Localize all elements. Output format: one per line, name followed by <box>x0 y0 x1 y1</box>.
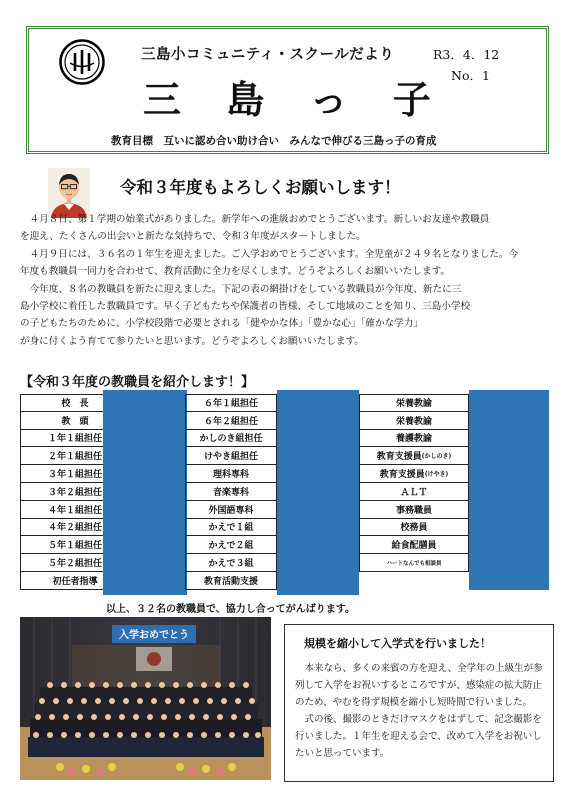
staff-role: 初任者指導 <box>20 572 130 590</box>
staff-name-block <box>277 390 359 595</box>
staff-role: ４年２組担任 <box>20 519 130 537</box>
staff-role-note: (かしのき) <box>421 453 452 461</box>
staff-role-note: (けやき) <box>424 471 449 479</box>
greeting-headline: 令和３年度もよろしくお願いします！ <box>120 178 401 197</box>
greeting-line: を迎え、たくさんの出会いと新たな気持ちで、令和３年度がスタートしました。 <box>20 231 366 243</box>
staff-column-3 <box>359 394 469 572</box>
staff-role: １年１組担任 <box>20 430 130 448</box>
ceremony-photo <box>20 617 271 780</box>
staff-role: 音楽専科 <box>185 483 277 501</box>
greeting-line: ４月８日、第１学期の始業式がありました。新学年への進級おめでとうございます。新しいお友達や教職員 <box>29 214 490 225</box>
greeting-body <box>20 211 554 350</box>
staff-role: かえで２組 <box>185 536 277 554</box>
ceremony-paragraph: 式の後、撮影のときだけマスクをはずして、記念撮影を行いました。１年生を迎える会で、改めて入学をお祝いしたいと思っています。 <box>295 714 542 759</box>
staff-role: ハートなんでも相談員 <box>359 554 469 572</box>
ceremony-photo-image <box>20 617 271 780</box>
staff-role: ５年１組担任 <box>20 536 130 554</box>
greeting-line: 今年度、８名の教職員を新たに迎えました。下記の表の網掛けをしている教職員が今年度、新たに三 <box>29 283 462 295</box>
staff-role: 養護教諭 <box>359 430 469 448</box>
newsletter-title: 三 島 っ 子 <box>143 77 447 122</box>
staff-role: 理科専科 <box>185 465 277 483</box>
staff-role: けやき組担任 <box>185 447 277 465</box>
ceremony-article <box>284 624 554 782</box>
issue-date: R3．4．12 <box>433 47 500 62</box>
staff-role <box>359 465 469 483</box>
staff-role: ３年２組担任 <box>20 483 130 501</box>
staff-role: 教 頭 <box>20 412 130 430</box>
staff-role: ６年１組担任 <box>185 394 277 412</box>
staff-role: 事務職員 <box>359 501 469 519</box>
staff-closing: 以上、３２名の教職員で、協力し合ってがんばります。 <box>106 604 355 615</box>
publication-name: 三島小コミュニティ・スクールだより <box>141 47 395 63</box>
staff-role: 栄養教諭 <box>359 412 469 430</box>
ceremony-paragraph: 本来なら、多くの来賓の方を迎え、全学年の上級生が参列して入学をお祝いするところですが、感染症の拡大防止のため、やむを得ず規模を縮小し短時間で行いました。 <box>295 663 543 708</box>
staff-name-block <box>103 390 187 595</box>
staff-role: 外国語専科 <box>185 501 277 519</box>
staff-role: 給食配膳員 <box>359 536 469 554</box>
staff-role: 校 長 <box>20 394 130 412</box>
education-goal: 教育目標 互いに認め合い助け合い みんなで伸びる三島っ子の育成 <box>111 135 437 147</box>
greeting-line: ４月９日には、３６名の１年生を迎えました。ご入学おめでとうございます。全児童が２４９名となりました。今 <box>29 248 519 260</box>
staff-name-block <box>469 390 549 590</box>
ceremony-title: 規模を縮小して入学式を行いました！ <box>304 637 491 650</box>
staff-role: 栄養教諭 <box>359 394 469 412</box>
staff-role: かしのき組担任 <box>185 430 277 448</box>
staff-role-label: 教育支援員 <box>379 470 425 481</box>
issue-number: No．1 <box>451 68 490 83</box>
greeting-line: が身に付くよう育てて参りたいと思います。どうぞよろしくお願いいたします。 <box>20 335 364 347</box>
staff-role: ２年１組担任 <box>20 447 130 465</box>
staff-role: かえで１組 <box>185 519 277 537</box>
school-emblem-icon <box>59 39 105 85</box>
staff-role: かえで３組 <box>185 554 277 572</box>
staff-role: ４年１組担任 <box>20 501 130 519</box>
staff-column-2 <box>185 394 277 590</box>
staff-role: ３年１組担任 <box>20 465 130 483</box>
staff-heading: 【令和３年度の教職員を紹介します！】 <box>20 375 255 390</box>
photo-banner: 入学おめでとう <box>119 630 189 641</box>
staff-role <box>359 447 469 465</box>
staff-role: 教育活動支援 <box>185 572 277 590</box>
masthead <box>26 26 549 154</box>
staff-role: ６年２組担任 <box>185 412 277 430</box>
greeting-line: の子どもたちのために、小学校段階で必要とされる「健やかな体」「豊かな心」「確かな学力」 <box>20 318 423 330</box>
staff-role: ＡＬＴ <box>359 483 469 501</box>
staff-role: 校務員 <box>359 519 469 537</box>
staff-role: ５年２組担任 <box>20 554 130 572</box>
staff-role-label: 教育支援員 <box>376 452 422 463</box>
greeting-line: 年度も教職員一同力を合わせて、教育活動に全力を尽くします。どうぞよろしくお願いいたします。 <box>20 266 450 278</box>
greeting-line: 島小学校に着任した教職員です。早く子どもたちや保護者の皆様、そして地域のことを知り、三島小学校 <box>20 301 471 313</box>
